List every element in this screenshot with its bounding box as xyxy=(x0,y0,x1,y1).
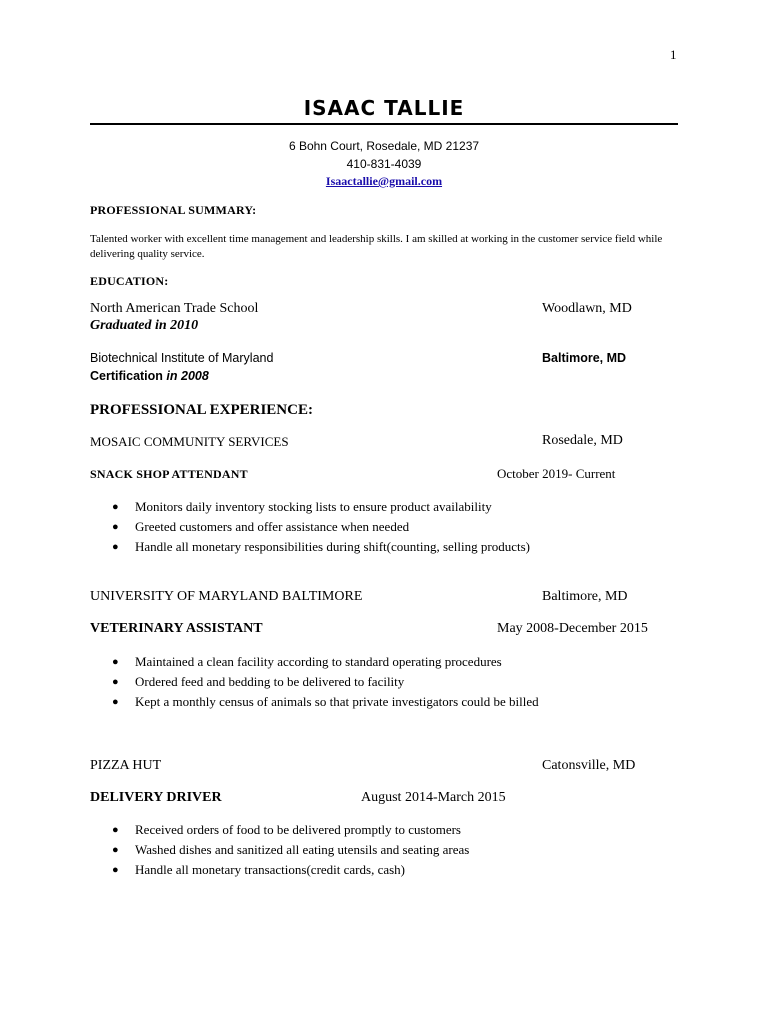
job-1-duties xyxy=(112,497,530,557)
email-link[interactable]: Isaactallie@gmail.com xyxy=(325,174,443,188)
education-detail-1: Graduated in 2010 xyxy=(90,318,199,333)
list-item xyxy=(112,537,530,557)
job-3-title: DELIVERY DRIVER xyxy=(90,790,222,805)
resume-name: ISAAC TALLIE xyxy=(303,96,465,120)
job-2-title: VETERINARY ASSISTANT xyxy=(90,621,263,636)
phone: 410-831-4039 xyxy=(346,157,422,171)
education-school-1: North American Trade School xyxy=(90,301,259,316)
duty-text: Monitors daily inventory stocking lists to ensure product availability xyxy=(135,499,492,514)
education-detail-2 xyxy=(90,369,209,383)
list-item xyxy=(112,820,469,840)
list-item xyxy=(112,672,539,692)
list-item xyxy=(112,497,530,517)
bullet-icon: ● xyxy=(112,844,119,856)
duty-text: Handle all monetary responsibilities during shift(counting, selling products) xyxy=(135,539,530,554)
bullet-icon: ● xyxy=(112,501,119,513)
summary-heading: PROFESSIONAL SUMMARY: xyxy=(90,203,257,217)
duty-text: Received orders of food to be delivered promptly to customers xyxy=(135,822,461,837)
job-3-dates: August 2014-March 2015 xyxy=(361,790,506,805)
duty-text: Handle all monetary transactions(credit cards, cash) xyxy=(135,862,405,877)
list-item xyxy=(112,652,539,672)
education-heading: EDUCATION: xyxy=(90,274,169,288)
duty-text: Greeted customers and offer assistance when needed xyxy=(135,519,410,534)
job-2-location: Baltimore, MD xyxy=(542,589,628,604)
education-location-1: Woodlawn, MD xyxy=(542,301,632,316)
education-detail-2-suffix: in 2008 xyxy=(162,369,209,383)
education-detail-2-prefix: Certification xyxy=(90,369,163,383)
job-1-location: Rosedale, MD xyxy=(542,433,623,448)
job-1-title: SNACK SHOP ATTENDANT xyxy=(90,467,248,481)
bullet-icon: ● xyxy=(112,824,119,836)
job-1-dates: October 2019- Current xyxy=(497,466,616,481)
education-school-2: Biotechnical Institute of Maryland xyxy=(90,351,274,365)
job-3-employer: PIZZA HUT xyxy=(90,758,162,773)
list-item xyxy=(112,692,539,712)
list-item xyxy=(112,517,530,537)
header-divider xyxy=(90,123,678,125)
page-number: 1 xyxy=(670,47,677,62)
job-2-duties xyxy=(112,652,539,712)
job-2-employer: UNIVERSITY OF MARYLAND BALTIMORE xyxy=(90,589,363,604)
address: 6 Bohn Court, Rosedale, MD 21237 xyxy=(288,139,480,153)
education-location-2: Baltimore, MD xyxy=(542,351,627,365)
bullet-icon: ● xyxy=(112,541,119,553)
bullet-icon: ● xyxy=(112,676,119,688)
job-1-employer: MOSAIC COMMUNITY SERVICES xyxy=(90,434,289,449)
duty-text: Kept a monthly census of animals so that private investigators could be billed xyxy=(135,694,539,709)
duty-text: Maintained a clean facility according to standard operating procedures xyxy=(135,654,502,669)
job-3-duties xyxy=(112,820,469,880)
email-line xyxy=(0,174,768,189)
list-item xyxy=(112,840,469,860)
job-3-location: Catonsville, MD xyxy=(542,758,636,773)
bullet-icon: ● xyxy=(112,864,119,876)
bullet-icon: ● xyxy=(112,696,119,708)
experience-heading: PROFESSIONAL EXPERIENCE: xyxy=(90,402,313,418)
list-item xyxy=(112,860,469,880)
duty-text: Ordered feed and bedding to be delivered to facility xyxy=(135,674,405,689)
bullet-icon: ● xyxy=(112,521,119,533)
summary-text: Talented worker with excellent time management and leadership skills. I am skilled at working in the customer service field while delivering quality service. xyxy=(90,233,663,260)
bullet-icon: ● xyxy=(112,656,119,668)
duty-text: Washed dishes and sanitized all eating utensils and seating areas xyxy=(135,842,470,857)
job-2-dates: May 2008-December 2015 xyxy=(497,621,648,636)
